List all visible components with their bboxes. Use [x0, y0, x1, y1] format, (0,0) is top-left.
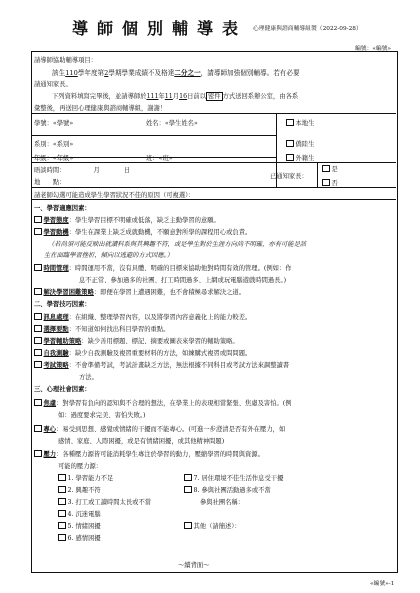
parent-yes-option[interactable] — [322, 164, 338, 173]
page-subtitle: 心理健康與諮商輔導組製（2022-09-28） — [253, 26, 362, 32]
field-label: 參與社團名稱： — [200, 499, 245, 506]
notice-line2: 請通知家長。 — [34, 81, 72, 88]
form-code: 編號：«編號» — [355, 46, 392, 52]
checkbox[interactable] — [58, 474, 66, 482]
checkbox[interactable] — [34, 313, 42, 321]
option-label: 僑陸生 — [295, 141, 315, 148]
overseas-option[interactable] — [286, 139, 314, 148]
checklist-item[interactable] — [34, 287, 245, 296]
checklist-item[interactable] — [34, 312, 251, 321]
checkbox[interactable] — [34, 288, 42, 296]
talk-time — [34, 165, 130, 174]
section-1-title: 一、學習適應因素： — [34, 205, 91, 212]
item-key: 學習動機 — [43, 229, 69, 236]
checkbox[interactable] — [58, 534, 66, 542]
item-text: ：時間運用不當，沒有具體、明確的目標來協助他對時間有效的管理。(例如：作 — [68, 265, 292, 272]
divider — [31, 162, 396, 163]
due-month: 11 — [164, 93, 173, 100]
option-label: 7. 居住環境不佳生活作息受干擾 — [193, 475, 284, 482]
item-text: ：不知道如何找出科目學習的重點。 — [68, 326, 170, 333]
field-label: 晤談時間： — [34, 167, 66, 174]
checklist-item[interactable] — [34, 263, 292, 272]
student-grade: 年級：«年級» — [34, 155, 74, 162]
checkbox[interactable] — [34, 361, 42, 369]
stress-option[interactable] — [184, 521, 331, 530]
item-key: 學習態度 — [43, 217, 69, 224]
item-continuation: 感情、家庭、人際困擾，或是有情緒困擾，或其他精神問題) — [58, 438, 225, 445]
item-key: 學習輔助策略 — [43, 338, 82, 345]
item-text: ：學生學習目標不明確或低落，缺乏主動學習的意願。 — [68, 217, 220, 224]
option-label: 3. 打工或工讀時間太長或不當 — [67, 499, 152, 506]
item-text: ：即便在學習上遭遇困難，也不會積極尋求解決之道。 — [93, 289, 245, 296]
checklist-item[interactable] — [34, 215, 220, 224]
option-label: 1. 學習能力不足 — [67, 475, 114, 482]
student-name: 姓名：«學生姓名» — [146, 120, 198, 127]
parent-notified-label: 已通知家長： — [270, 173, 308, 180]
item-text: ：易受到思想、感覺或情緒的干擾而不能專心。(可進一步澄清是否有外在壓力，如 — [56, 426, 286, 433]
field-label: 日 — [123, 167, 131, 174]
notice-text: 方式送回系辦公室，由各系 — [222, 93, 299, 100]
item-key: 解決學習困難策略 — [43, 289, 94, 296]
continue-note: ～續背面～ — [178, 562, 210, 569]
item-key: 訊息處理 — [43, 314, 69, 321]
checkbox[interactable] — [34, 228, 42, 236]
item-key: 時間管理 — [43, 265, 69, 272]
checkbox[interactable] — [286, 119, 294, 127]
option-label: 否 — [331, 180, 338, 187]
item-text: ：缺少自我測驗及複習重要材料的方法，如練購式複習或問問題。 — [68, 350, 252, 357]
checkbox[interactable] — [184, 522, 192, 530]
item-text: ：各種壓力源皆可能消耗學生專注於學習的動力，壓縮學習的時間與資源。 — [56, 451, 264, 458]
item-key: 自我測驗 — [43, 350, 69, 357]
checkbox[interactable] — [58, 498, 66, 506]
checkbox[interactable] — [286, 154, 294, 162]
divider — [317, 162, 318, 187]
stress-option[interactable] — [58, 497, 151, 506]
notice-line3 — [52, 91, 298, 100]
checkbox[interactable] — [322, 179, 330, 187]
checkbox[interactable] — [34, 425, 42, 433]
stress-intro: 可能的壓力源： — [58, 463, 103, 470]
checkbox[interactable] — [34, 349, 42, 357]
notice-text: 該生 — [52, 69, 66, 77]
checkbox[interactable] — [322, 165, 330, 173]
option-label: 是 — [331, 166, 338, 173]
page-title: 導師個別輔導表 — [72, 19, 248, 38]
notice-line4: 彙整後，再送回心理健康與諮商輔導組，謝謝！ — [34, 105, 167, 112]
item-text: ：不會準備考試，考試計畫缺乏方法，無法根據不同科目或考試方法來調整讀書 — [68, 362, 290, 369]
option-label: 4. 沉迷電腦 — [67, 511, 101, 518]
item-text: ：對學習有負向的認知與不合理的想法，在學業上的表現相當緊張、焦慮及害怕。(例 — [56, 400, 292, 407]
item-text: ：在組織、整理學習內容，以及將學習內容意義化上的能力較差。 — [68, 314, 252, 321]
item-continuation: 如：過度要求完美、害怕失敗。) — [58, 412, 146, 419]
field-label: 月 — [93, 167, 100, 174]
notice-text: 下列資料填寫完畢後，並請導師於 — [52, 93, 147, 100]
checkbox[interactable] — [34, 337, 42, 345]
option-label: 8. 參與社團活動過多或不當 — [193, 487, 271, 494]
item-text: ：缺少善用標題、標記、摘要或圖表來學習的輔助策略。 — [81, 338, 239, 345]
notice-text: ，請導師加強個別輔導。若有必要 — [200, 69, 300, 77]
checklist-item[interactable] — [34, 449, 264, 458]
option-label: 本地生 — [295, 120, 315, 127]
notice-text: 日前以 — [187, 93, 206, 100]
checkbox[interactable] — [34, 325, 42, 333]
student-dept: 系別：«系別» — [34, 141, 74, 148]
stress-option[interactable] — [58, 533, 101, 542]
notice-heading: 請導師協助輔導項目： — [34, 57, 97, 64]
option-label: 其他（請簡述）： — [193, 523, 241, 530]
student-id: 學號：«學號» — [34, 120, 74, 127]
option-label: 6. 感情困擾 — [67, 535, 101, 542]
item-continuation: 方法。 — [79, 374, 98, 381]
checkbox[interactable] — [58, 522, 66, 530]
item-key: 焦慮 — [43, 400, 57, 407]
notice-text: 學年度第 — [77, 69, 105, 77]
item-key: 選擇要點 — [43, 326, 69, 333]
talk-place: 地 點： — [34, 179, 66, 186]
stress-option[interactable] — [184, 485, 271, 494]
item-key: 壓力 — [43, 451, 57, 458]
checklist-item[interactable] — [34, 324, 169, 333]
divider — [31, 187, 396, 188]
stress-option[interactable] — [58, 521, 101, 530]
stress-option[interactable] — [58, 509, 101, 518]
checkbox[interactable] — [34, 399, 42, 407]
item-text: ：學生在課業上缺乏成就動機，不願意對所學的課程用心或負責。 — [68, 229, 252, 236]
club-name-field[interactable] — [200, 497, 326, 506]
checkbox[interactable] — [34, 216, 42, 224]
option-label: 2. 興趣不符 — [67, 487, 101, 494]
note-text: 生在面臨學習挫折，傾向以逃避的方式因應。） — [44, 252, 174, 259]
checkbox[interactable] — [58, 510, 66, 518]
divider — [31, 199, 396, 200]
option-label: 外籍生 — [295, 155, 315, 162]
item-continuation: 息不正常、參加過多的社團、打工時間過多、上網或玩電腦遊戲時間過長。) — [79, 277, 287, 284]
confidential-tag: 密件 — [208, 93, 221, 100]
student-class: 班：«班» — [146, 155, 173, 162]
option-label: 5. 情緒困擾 — [67, 523, 101, 530]
checklist-item[interactable] — [34, 227, 251, 236]
note-text: （若尚須可能反映出就讀科系與其興趣不符，或是學生對於生涯方向尚不明確，亦有可能是該 — [48, 241, 307, 248]
checklist-item[interactable] — [34, 360, 289, 369]
checklist-item[interactable] — [34, 424, 285, 433]
club-name-blank[interactable] — [244, 499, 326, 506]
fail-ratio: 二分之一 — [174, 69, 201, 77]
due-year: 111 — [146, 93, 159, 100]
checkbox[interactable] — [34, 450, 42, 458]
checklist-item[interactable] — [34, 336, 239, 345]
checklist-item[interactable] — [34, 348, 251, 357]
divider — [31, 135, 276, 136]
notice-text: 學期學業成績不及格達 — [108, 69, 175, 77]
checklist-item[interactable] — [34, 398, 292, 407]
notice-text: 年 — [158, 93, 165, 100]
section-2-title: 二、學習技巧因素： — [34, 301, 91, 308]
foreign-option[interactable] — [286, 153, 314, 162]
academic-year: 110 — [65, 69, 78, 77]
stress-option[interactable] — [58, 473, 113, 482]
checkbox[interactable] — [58, 486, 66, 494]
stress-option[interactable] — [184, 473, 283, 482]
other-blank[interactable] — [241, 523, 331, 530]
stress-option[interactable] — [58, 485, 101, 494]
notice-line1 — [52, 67, 300, 77]
checkbox[interactable] — [286, 140, 294, 148]
due-day: 16 — [179, 93, 188, 100]
checkbox[interactable] — [34, 264, 42, 272]
checkbox[interactable] — [184, 474, 192, 482]
checkbox[interactable] — [184, 486, 192, 494]
notice-text: 月 — [172, 93, 180, 100]
divider — [31, 113, 396, 114]
local-option[interactable] — [286, 118, 314, 127]
page-number: «編號»-1 — [370, 581, 395, 587]
section-3-title: 三、心理社會因素： — [34, 386, 91, 393]
term-number: 2 — [104, 69, 109, 77]
parent-no-option[interactable] — [322, 178, 338, 187]
item-key: 專心 — [43, 426, 57, 433]
item-key: 考試策略 — [43, 362, 69, 369]
checklist-intro: 請老師勾選可能造成學生學習狀況不佳的原因（可複選）： — [34, 192, 195, 199]
